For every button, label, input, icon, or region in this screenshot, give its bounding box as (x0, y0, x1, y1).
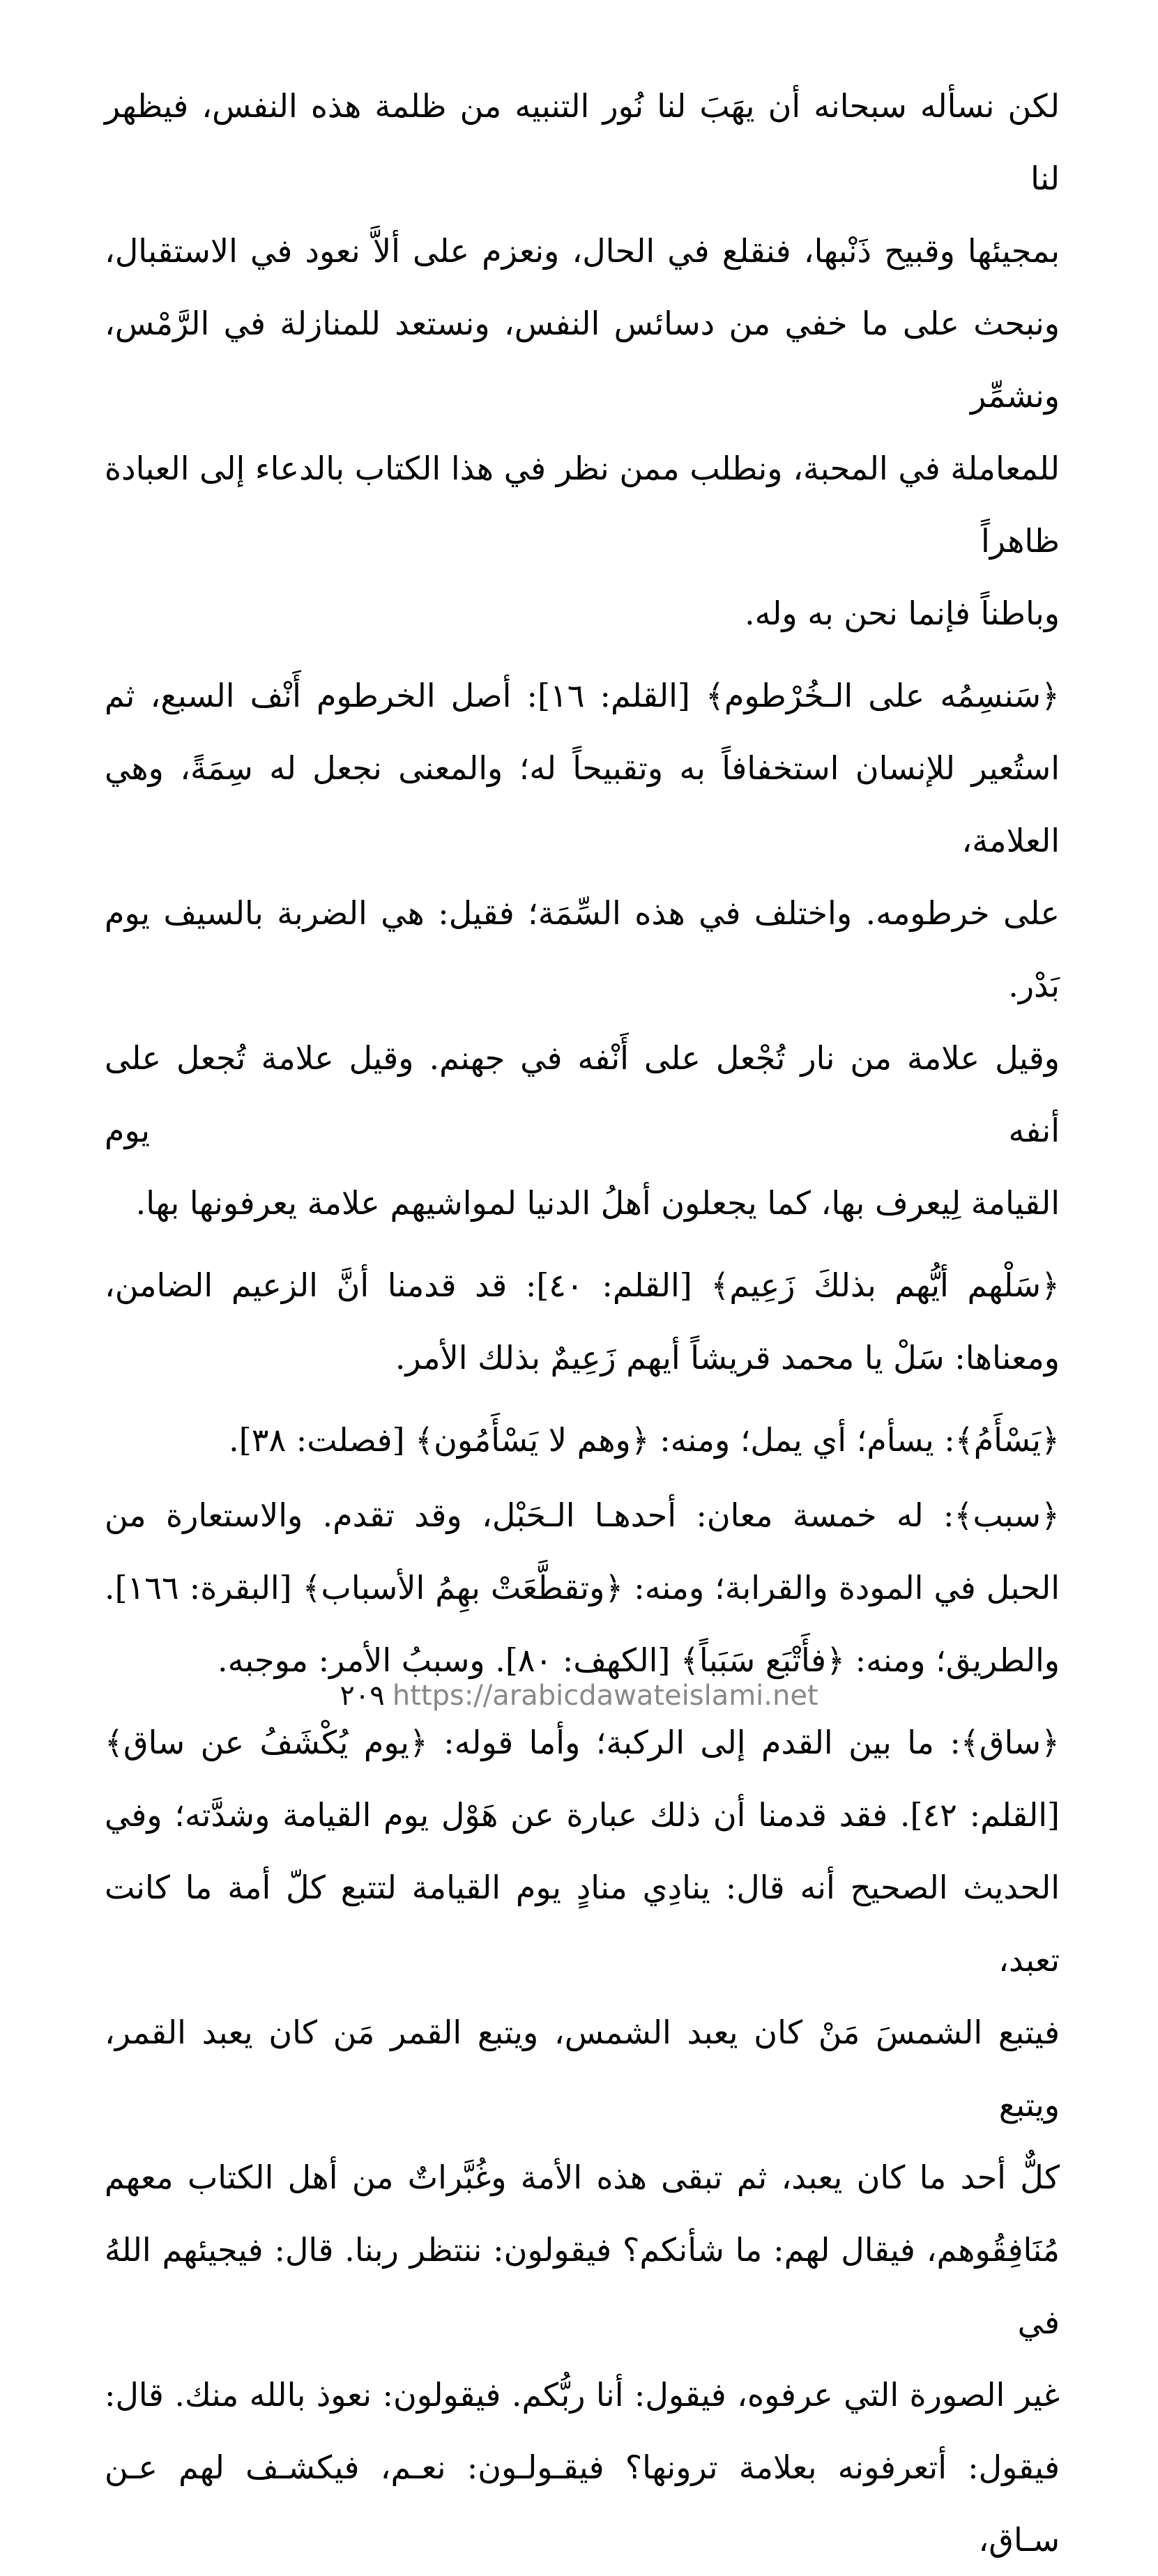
page-footer (0, 1680, 1158, 1722)
text-line: وقيل علامة من نار تُجْعل على أَنْفه في جهنم. وقيل علامة تُجعل على أنفه يوم (105, 1039, 1060, 1149)
text-line: وباطناً فإنما نحن به وله. (745, 595, 1060, 632)
text-line: [القلم: ٤٢]. فقد قدمنا أن ذلك عبارة عن هَوْل يوم القيامة وشدَّته؛ وفي (105, 1796, 1060, 1834)
text-line: استُعير للإنسان استخفافاً به وتقبيحاً له؛ والمعنى نجعل له سِمَةً، وهي العلامة، (105, 749, 1060, 859)
text-line: القيامة لِيعرف بها، كما يجعلون أهلُ الدنيا لمواشيهم علامة يعرفونها بها. (135, 1184, 1060, 1222)
text-line: فيقول: أتعرفونه بعلامة ترونها؟ فيقـولـون: نعـم، فيكشـف لهم عـن سـاق، (105, 2448, 1060, 2559)
page-number: ٢٠٩ (340, 1680, 385, 1712)
watermark-url: https://arabicdawateislami.net (392, 1680, 818, 1712)
text-line: على خرطومه. واختلف في هذه السِّمَة؛ فقيل: هي الضربة بالسيف يوم بَدْر. (105, 894, 1060, 1004)
text-line: الحديث الصحيح أنه قال: ينادِي منادٍ يوم القيامة لتتبع كلّ أمة ما كانت تعبد، (105, 1869, 1060, 1979)
text-line: ﴿سَنسِمُه على الـخُرْطوم﴾ [القلم: ١٦]: أصل الخرطوم أَنْف السبع، ثم (105, 677, 1060, 714)
text-line: غير الصورة التي عرفوه، فيقول: أنا ربُّكم. فيقولون: نعوذ بالله منك. قال: (105, 2376, 1060, 2414)
text-line: بمجيئها وقبيح ذَنْبها، فنقلع في الحال، ونعزم على ألاَّ نعود في الاستقبال، (105, 232, 1060, 270)
text-line: ونبحث على ما خفي من دسائس النفس، ونستعد للمنازلة في الرَّمْس، ونشمِّر (105, 305, 1060, 415)
text-line: ﴿يَسْأَمُ﴾: يسأم؛ أي يمل؛ ومنه: ﴿وهم لا يَسْأَمُون﴾ [فصلت: ٣٨]. (229, 1421, 1060, 1459)
text-line: مُنَافِقُوهم، فيقال لهم: ما شأنكم؟ فيقولون: ننتظر ربنا. قال: فيجيئهم اللهُ في (105, 2231, 1060, 2341)
paragraph-1 (105, 70, 1060, 650)
paragraph-4 (105, 1404, 1060, 1476)
text-line: ومعناها: سَلْ يا محمد قريشاً أيهم زَعِيمٌ بذلك الأمر. (395, 1339, 1060, 1377)
text-line: كلٌّ أحد ما كان يعبد، ثم تبقى هذه الأمة وغُبَّراتٌ من أهل الكتاب معهم (105, 2159, 1060, 2196)
text-line: ﴿ساق﴾: ما بين القدم إلى الركبة؛ وأما قوله: ﴿يوم يُكْشَفُ عن ساق﴾ (105, 1724, 1060, 1761)
text-line: والطريق؛ ومنه: ﴿فأَتْبَع سَبَباً﴾ [الكهف: ٨٠]. وسببُ الأمر: موجبه. (218, 1641, 1060, 1679)
paragraph-2 (105, 659, 1060, 1239)
paragraph-3 (105, 1249, 1060, 1394)
text-line: لكن نسأله سبحانه أن يهَبَ لنا نُور التنبيه من ظلمة هذه النفس، فيظهر لنا (105, 87, 1060, 197)
text-line: ﴿سبب﴾: له خمسة معان: أحدهـا الـحَبْل، وقد تقدم. والاستعارة من (105, 1496, 1060, 1534)
text-line: الحبل في المودة والقرابة؛ ومنه: ﴿وتقطَّعَتْ بهِمُ الأسباب﴾ [البقرة: ١٦٦]. (105, 1569, 1060, 1607)
paragraph-5 (105, 1479, 1060, 1696)
text-line: ﴿سَلْهم أيُّهم بذلكَ زَعِيم﴾ [القلم: ٤٠]: قد قدمنا أنَّ الزعيم الضامن، (105, 1266, 1060, 1304)
paragraph-6 (105, 1706, 1060, 2576)
text-line: فيتبع الشمسَ مَنْ كان يعبد الشمس، ويتبع القمر مَن كان يعبد القمر، ويتبع (105, 2014, 1060, 2124)
text-line: للمعاملة في المحبة، ونطلب ممن نظر في هذا الكتاب بالدعاء إلى العبادة ظاهراً (105, 450, 1060, 560)
